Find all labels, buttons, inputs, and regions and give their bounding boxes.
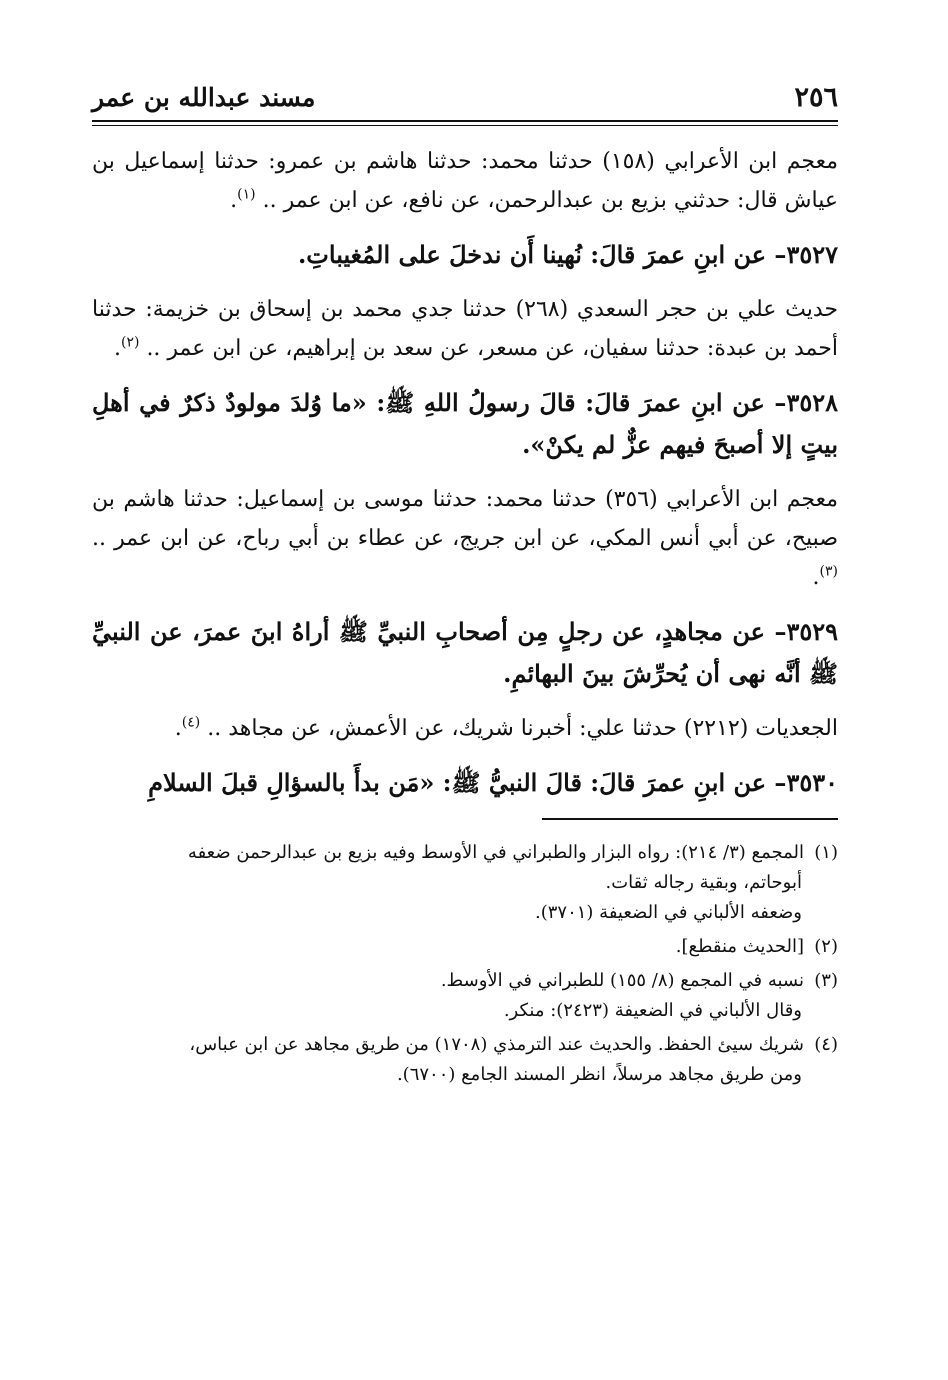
footnote-3-line-2: وقال الألباني في الضعيفة (٢٤٢٣): منكر.	[503, 1000, 802, 1021]
source-text-4: الجعديات (٢٢١٢) حدثنا علي: أخبرنا شريك، عن الأعمش، عن مجاهد ..	[207, 716, 838, 741]
source-paragraph-2: حديث علي بن حجر السعدي (٢٦٨) حدثنا جدي محمد بن إسحاق بن خزيمة: حدثنا أحمد بن عبدة: حدثنا سفيان، عن مسعر، عن سعد بن إبراهيم، عن ابن عمر .. $^{(٢)}$.	[92, 297, 838, 361]
hadith-3529: ٣٥٢٩– عن مجاهدٍ، عن رجلٍ مِن أصحابِ النبيِّ ﷺ أراهُ ابنَ عمرَ، عن النبيِّ ﷺ أنَّه نهى أن يُحرِّشَ بينَ البهائمِ.	[92, 617, 839, 688]
footnote-separator	[542, 818, 838, 820]
footnote-1-line-2: أبوحاتم، وبقية رجاله ثقات.	[605, 872, 802, 893]
body-text	[92, 142, 838, 804]
footnote-marker-1: (١)	[814, 842, 838, 863]
footnote-1-line-1: المجمع (٣/ ٢١٤): رواه البزار والطبراني في الأوسط وفيه بزيع بن عبدالرحمن ضعفه	[187, 842, 804, 863]
footnote-4	[92, 1030, 838, 1090]
footnote-marker-2: (٢)	[814, 936, 838, 957]
hadith-3528: ٣٥٢٨– عن ابنِ عمرَ قالَ: قالَ رسولُ اللهِ ﷺ: «ما وُلدَ مولودٌ ذكرٌ في أهلِ بيتٍ إلا أصبحَ فيهم عزٌّ لم يكنْ».	[92, 388, 838, 459]
source-text-1: معجم ابن الأعرابي (١٥٨) حدثنا محمد: حدثنا هاشم بن عمرو: حدثنا إسماعيل بن عياش قال: حدثني بزيع بن عبدالرحمن، عن نافع، عن ابن عمر ..	[92, 149, 838, 213]
footnote-ref-2[interactable]: (٢)	[120, 334, 140, 351]
footnote-2	[92, 932, 838, 962]
footnotes	[92, 838, 838, 1090]
footnote-ref-3[interactable]: (٣)	[819, 563, 838, 580]
page-header	[92, 78, 838, 118]
header-rule-thin	[92, 125, 838, 126]
footnote-ref-4[interactable]: (٤)	[181, 714, 201, 731]
source-paragraph-1: معجم ابن الأعرابي (١٥٨) حدثنا محمد: حدثنا هاشم بن عمرو: حدثنا إسماعيل بن عياش قال: حدثني بزيع بن عبدالرحمن، عن نافع، عن ابن عمر .. $^{(١)}$.	[92, 149, 838, 213]
footnote-marker-4: (٤)	[814, 1034, 838, 1055]
hadith-3530: ٣٥٣٠– عن ابنِ عمرَ قالَ: قالَ النبيُّ ﷺ: «مَن بدأَ بالسؤالِ قبلَ السلامِ	[148, 768, 838, 797]
page-number: ٢٥٦	[794, 82, 838, 113]
source-text-3: معجم ابن الأعرابي (٣٥٦) حدثنا محمد: حدثنا موسى بن إسماعيل: حدثنا هاشم بن صبيح، عن أبي أنس المكي، عن ابن جريج، عن عطاء بن أبي رباح، عن ابن عمر ..	[92, 487, 838, 551]
footnote-2-line-1: [الحديث منقطع].	[675, 936, 804, 957]
footnote-4-line-1: شريك سيئ الحفظ. والحديث عند الترمذي (١٧٠٨) من طريق مجاهد عن ابن عباس،	[189, 1034, 804, 1055]
running-title: مسند عبدالله بن عمر	[92, 83, 316, 112]
footnote-marker-3: (٣)	[814, 970, 838, 991]
book-page	[92, 78, 838, 1094]
hadith-3527: ٣٥٢٧– عن ابنِ عمرَ قالَ: نُهينا أَن ندخلَ على المُغيباتِ.	[297, 240, 838, 269]
source-paragraph-3: معجم ابن الأعرابي (٣٥٦) حدثنا محمد: حدثنا موسى بن إسماعيل: حدثنا هاشم بن صبيح، عن أبي أنس المكي، عن ابن جريج، عن عطاء بن أبي رباح، عن ابن عمر .. $^{(٣)}$.	[92, 487, 838, 590]
footnote-3-line-1: نسبه في المجمع (٨/ ١٥٥) للطبراني في الأوسط.	[440, 970, 804, 991]
source-paragraph-4: الجعديات (٢٢١٢) حدثنا علي: أخبرنا شريك، عن الأعمش، عن مجاهد .. $^{(٤)}$.	[174, 714, 838, 741]
source-text-2: حديث علي بن حجر السعدي (٢٦٨) حدثنا جدي محمد بن إسحاق بن خزيمة: حدثنا أحمد بن عبدة: حدثنا سفيان، عن مسعر، عن سعد بن إبراهيم، عن ابن عمر ..	[92, 297, 838, 361]
footnote-ref-1[interactable]: (١)	[237, 186, 256, 203]
footnote-3	[92, 966, 838, 1026]
footnote-1	[92, 838, 838, 928]
footnote-4-line-2: ومن طريق مجاهد مرسلاً، انظر المسند الجامع (٦٧٠٠).	[396, 1064, 802, 1085]
header-rule-thick	[92, 120, 838, 122]
footnote-1-line-3: وضعفه الألباني في الضعيفة (٣٧٠١).	[535, 902, 802, 923]
